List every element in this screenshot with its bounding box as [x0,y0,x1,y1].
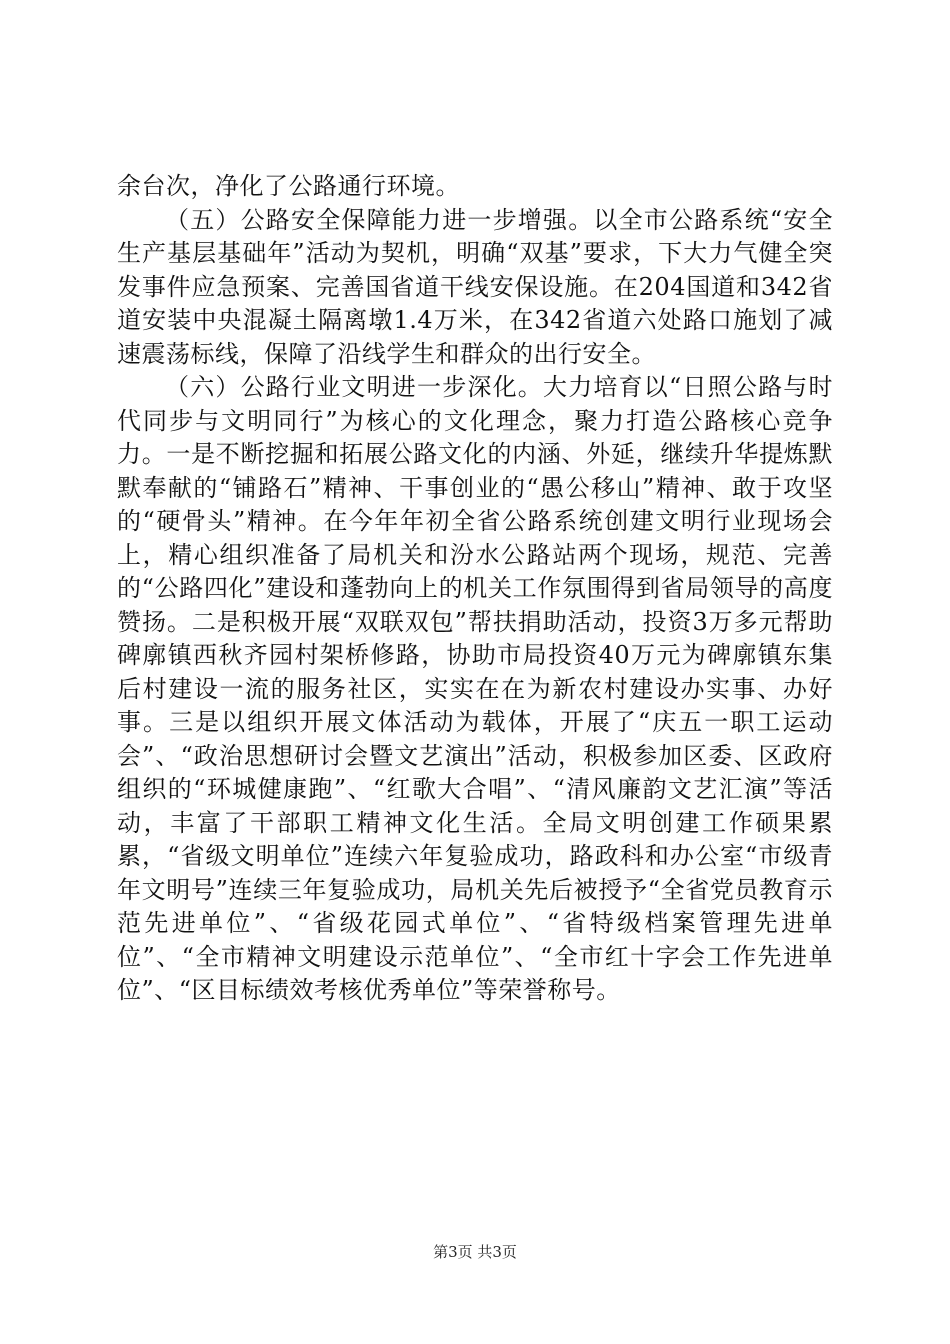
page-number: 第3页 共3页 [433,1243,517,1261]
paragraph-section-five: （五）公路安全保障能力进一步增强。以全市公路系统“安全生产基层基础年”活动为契机，明确“双基”要求，下大力气健全突发事件应急预案、完善国省道干线安保设施。在204国道和342省道安装中央混凝土隔离墩1.4万米，在342省道六处路口施划了减速震荡标线，保障了沿线学生和群众的出行安全。 [117,205,833,368]
paragraph-continuation: 余台次，净化了公路通行环境。 [117,172,460,200]
page-footer [0,1242,950,1262]
document-body [117,170,833,1008]
paragraph-section-six: （六）公路行业文明进一步深化。大力培育以“日照公路与时代同步与文明同行”为核心的文化理念，聚力打造公路核心竞争力。一是不断挖掘和拓展公路文化的内涵、外延，继续升华提炼默默奉献的“铺路石”精神、干事创业的“愚公移山”精神、敢于攻坚的“硬骨头”精神。在今年年初全省公路系统创建文明行业现场会上，精心组织准备了局机关和汾水公路站两个现场，规范、完善的“公路四化”建设和蓬勃向上的机关工作氛围得到省局领导的高度赞扬。二是积极开展“双联双包”帮扶捐助活动，投资3万多元帮助碑廓镇西秋齐园村架桥修路，协助市局投资40万元为碑廓镇东集后村建设一流的服务社区，实实在在为新农村建设办实事、办好事。三是以组织开展文体活动为载体，开展了“庆五一职工运动会”、“政治思想研讨会暨文艺演出”活动，积极参加区委、区政府组织的“环城健康跑”、“红歌大合唱”、“清风廉韵文艺汇演”等活动，丰富了干部职工精神文化生活。全局文明创建工作硕果累累，“省级文明单位”连续六年复验成功，路政科和办公室“市级青年文明号”连续三年复验成功，局机关先后被授予“全省党员教育示范先进单位”、“省级花园式单位”、“省特级档案管理先进单位”、“全市精神文明建设示范单位”、“全市红十字会工作先进单位”、“区目标绩效考核优秀单位”等荣誉称号。 [117,373,833,1004]
